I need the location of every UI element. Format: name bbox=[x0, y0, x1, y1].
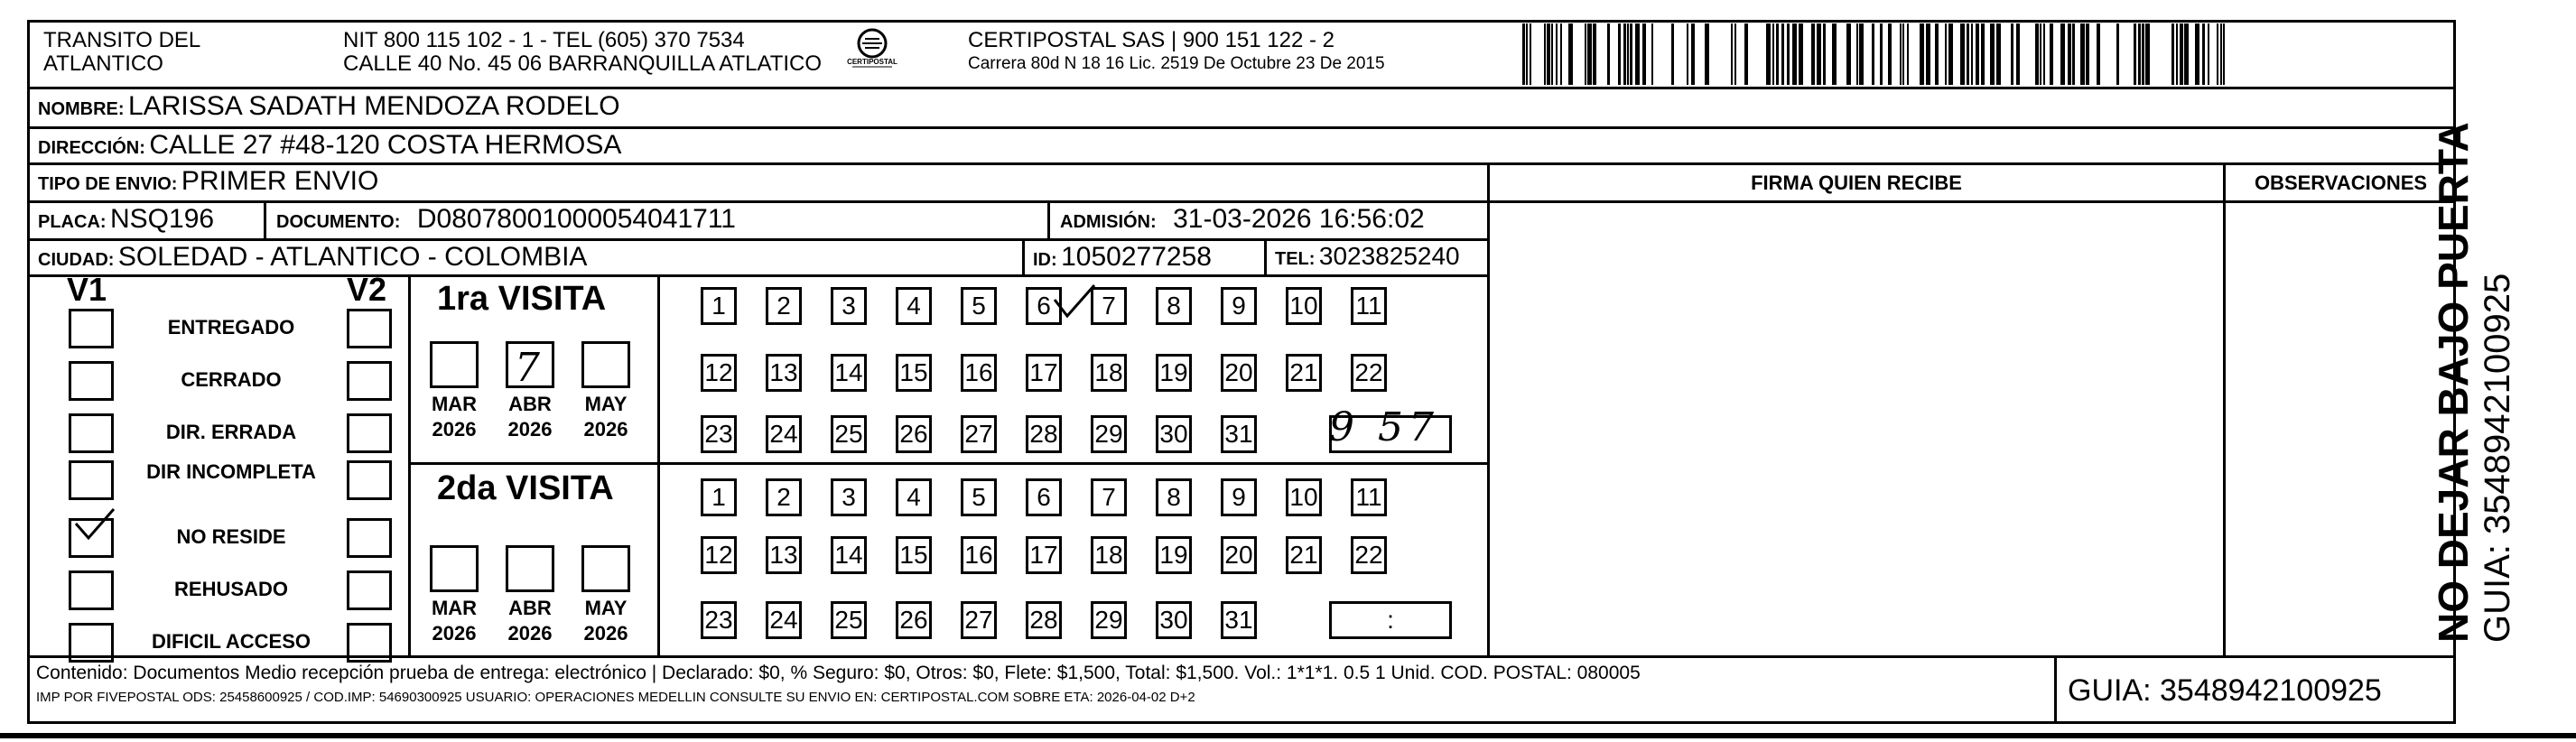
tel-label: TEL: bbox=[1275, 249, 1316, 269]
v1-checkbox[interactable] bbox=[69, 460, 114, 500]
barcode-bar bbox=[1526, 23, 1528, 85]
v2-label: V2 bbox=[347, 271, 387, 308]
day-box-28[interactable]: 28 bbox=[1026, 601, 1062, 639]
side-warning: NO DEJAR BAJO PUERTA bbox=[2430, 122, 2477, 643]
v1-label: V1 bbox=[67, 271, 107, 308]
barcode-bar bbox=[1776, 23, 1779, 85]
day-6-checkmark bbox=[1047, 280, 1102, 325]
day-box-6[interactable]: 6 bbox=[1026, 287, 1062, 325]
barcode-bar bbox=[1902, 23, 1904, 85]
tel-value: 3023825240 bbox=[1318, 242, 1460, 270]
day-box-4[interactable]: 4 bbox=[896, 478, 932, 516]
day-box-2[interactable]: 2 bbox=[766, 478, 802, 516]
barcode-bar bbox=[1971, 23, 1973, 85]
address-label: DIRECCIÓN: bbox=[38, 138, 145, 158]
address-line: CALLE 40 No. 45 06 BARRANQUILLA ATLATICO bbox=[343, 51, 823, 76]
day-box-31[interactable]: 31 bbox=[1221, 601, 1257, 639]
status-label: DIR. ERRADA bbox=[165, 421, 297, 443]
barcode-bar bbox=[1544, 23, 1546, 85]
company-line-2: ATLANTICO bbox=[43, 51, 163, 76]
barcode-bar bbox=[1627, 23, 1629, 85]
company-info bbox=[343, 29, 822, 76]
v2-checkbox[interactable] bbox=[347, 361, 392, 401]
barcode-bar bbox=[2134, 23, 2136, 85]
barcode-bar bbox=[1691, 23, 1695, 85]
footer-guide: GUIA: 3548942100925 bbox=[2068, 673, 2382, 708]
barcode-bar bbox=[2208, 23, 2209, 85]
day-box-16[interactable]: 16 bbox=[961, 354, 997, 392]
status-label: NO RESIDE bbox=[176, 525, 286, 548]
admission-value: 31-03-2026 16:56:02 bbox=[1173, 204, 1425, 234]
barcode-bar bbox=[1530, 23, 1531, 85]
barcode-bar bbox=[2195, 23, 2199, 85]
day-box-21[interactable]: 21 bbox=[1286, 354, 1322, 392]
barcode-bar bbox=[1960, 23, 1965, 85]
year-label: 2026 bbox=[507, 418, 553, 441]
day-box-1[interactable]: 1 bbox=[701, 478, 737, 516]
certipostal-logo: CERTIPOSTAL bbox=[845, 27, 899, 74]
barcode-bar bbox=[2220, 23, 2222, 85]
barcode-bar bbox=[1907, 23, 1909, 85]
day-box-15[interactable]: 15 bbox=[896, 536, 932, 574]
day-box-9[interactable]: 9 bbox=[1221, 287, 1257, 325]
name-row bbox=[38, 91, 620, 122]
content-line: Contenido: Documentos Medio recepción prueba de entrega: electrónico | Declarado: $0, % Seguro: $0, Otros: $0, Flete: $1,500, Total: $1,500. Vol.: 1*1*1. 0.5 1 Unid. COD. POSTAL: 080005 bbox=[36, 663, 1641, 683]
barcode-bar bbox=[1900, 23, 1902, 85]
v2-checkbox[interactable] bbox=[347, 518, 392, 558]
barcode-bar bbox=[1920, 23, 1924, 85]
first-visit-time-handwritten: 9 57 bbox=[1329, 404, 1439, 450]
barcode-bar bbox=[1556, 23, 1558, 85]
name-label: NOMBRE: bbox=[38, 99, 125, 119]
barcode-bar bbox=[1585, 23, 1586, 85]
day-box-14[interactable]: 14 bbox=[831, 536, 867, 574]
barcode-bar bbox=[1642, 23, 1646, 85]
status-label: REHUSADO bbox=[174, 578, 288, 600]
day-box-22[interactable]: 22 bbox=[1351, 536, 1387, 574]
day-box-18[interactable]: 18 bbox=[1091, 536, 1127, 574]
barcode-bar bbox=[2142, 23, 2144, 85]
day-box-23[interactable]: 23 bbox=[701, 415, 737, 453]
day-box-3[interactable]: 3 bbox=[831, 287, 867, 325]
month-year-label bbox=[498, 596, 562, 646]
document-label: DOCUMENTO: bbox=[276, 212, 401, 232]
recipient-name: LARISSA SADATH MENDOZA RODELO bbox=[128, 91, 620, 121]
day-box-29[interactable]: 29 bbox=[1091, 601, 1127, 639]
carrier-info bbox=[968, 29, 1385, 76]
day-box-29[interactable]: 29 bbox=[1091, 415, 1127, 453]
month-year-label bbox=[574, 596, 637, 646]
v2-checkbox[interactable] bbox=[347, 413, 392, 453]
admission-label: ADMISIÓN: bbox=[1060, 212, 1157, 232]
barcode-bar bbox=[1967, 23, 1969, 85]
barcode-bar bbox=[1687, 23, 1688, 85]
day-box-23[interactable]: 23 bbox=[701, 601, 737, 639]
day-box-25[interactable]: 25 bbox=[831, 415, 867, 453]
id-row bbox=[1033, 242, 1212, 273]
day-box-12[interactable]: 12 bbox=[701, 354, 737, 392]
plate-value: NSQ196 bbox=[110, 204, 215, 234]
status-label: DIFICIL ACCESO bbox=[151, 630, 311, 653]
barcode-bar bbox=[2138, 23, 2141, 85]
month-checkbox[interactable] bbox=[430, 341, 479, 388]
month-checkbox[interactable] bbox=[430, 545, 479, 592]
barcode-bar bbox=[1623, 23, 1626, 85]
barcode-bar bbox=[2180, 23, 2183, 85]
day-box-1[interactable]: 1 bbox=[701, 287, 737, 325]
day-box-20[interactable]: 20 bbox=[1221, 536, 1257, 574]
year-label: 2026 bbox=[507, 622, 553, 645]
barcode-bar bbox=[1635, 23, 1640, 85]
v1-checkbox[interactable] bbox=[69, 361, 114, 401]
barcode-bar bbox=[1811, 23, 1815, 85]
barcode-bar bbox=[1781, 23, 1784, 85]
day-box-9[interactable]: 9 bbox=[1221, 478, 1257, 516]
day-box-5[interactable]: 5 bbox=[961, 478, 997, 516]
barcode-bar bbox=[2217, 23, 2218, 85]
barcode-bar bbox=[1587, 23, 1592, 85]
first-visit-month-mark: 7 bbox=[515, 345, 540, 391]
year-label: 2026 bbox=[583, 622, 628, 645]
day-box-7[interactable]: 7 bbox=[1091, 478, 1127, 516]
day-box-26[interactable]: 26 bbox=[896, 415, 932, 453]
status-label: CERRADO bbox=[181, 368, 282, 391]
month-checkbox[interactable] bbox=[581, 341, 630, 388]
v2-checkbox[interactable] bbox=[347, 460, 392, 500]
side-guide: GUIA: 3548942100925 bbox=[2478, 273, 2517, 643]
city-value: SOLEDAD - ATLANTICO - COLOMBIA bbox=[117, 242, 588, 272]
day-box-24[interactable]: 24 bbox=[766, 415, 802, 453]
barcode-bar bbox=[2040, 23, 2041, 85]
city-label: CIUDAD: bbox=[38, 250, 115, 270]
side-text bbox=[2429, 122, 2517, 643]
barcode-bar bbox=[1671, 23, 1674, 85]
barcode-bar bbox=[1560, 23, 1562, 85]
day-box-10[interactable]: 10 bbox=[1286, 478, 1322, 516]
imp-line: IMP POR FIVEPOSTAL ODS: 25458600925 / COD.IMP: 54690300925 USUARIO: OPERACIONES MEDELLIN CONSULTE SU ENVIO EN: CERTIPOSTAL.COM SOBRE ETA: 2026-04-02 D+2 bbox=[36, 690, 1195, 705]
day-box-31[interactable]: 31 bbox=[1221, 415, 1257, 453]
barcode-bar bbox=[2080, 23, 2085, 85]
barcode-bar bbox=[2060, 23, 2065, 85]
day-box-27[interactable]: 27 bbox=[961, 601, 997, 639]
admission-row bbox=[1060, 204, 1425, 235]
barcode-bar bbox=[1607, 23, 1610, 85]
barcode-bar bbox=[1935, 23, 1939, 85]
company-line-1: TRANSITO DEL bbox=[43, 28, 201, 52]
month-year-label bbox=[423, 596, 486, 646]
observations-label: OBSERVACIONES bbox=[2254, 172, 2428, 194]
barcode-bar bbox=[1792, 23, 1797, 85]
nit-line: NIT 800 115 102 - 1 - TEL (605) 370 7534 bbox=[343, 28, 745, 52]
day-box-14[interactable]: 14 bbox=[831, 354, 867, 392]
v2-checkbox[interactable] bbox=[347, 309, 392, 348]
carrier-line: CERTIPOSTAL SAS | 900 151 122 - 2 bbox=[968, 28, 1334, 52]
day-box-11[interactable]: 11 bbox=[1351, 478, 1387, 516]
barcode-bar bbox=[1551, 23, 1553, 85]
first-visit-label: 1ra VISITA bbox=[437, 280, 607, 318]
document-value: D08078001000054041711 bbox=[416, 204, 736, 234]
barcode-bar bbox=[1772, 23, 1774, 85]
day-box-28[interactable]: 28 bbox=[1026, 415, 1062, 453]
day-box-3[interactable]: 3 bbox=[831, 478, 867, 516]
barcode-bar bbox=[2086, 23, 2089, 85]
day-box-8[interactable]: 8 bbox=[1156, 478, 1192, 516]
year-label: 2026 bbox=[432, 418, 477, 441]
barcode bbox=[1522, 23, 2228, 85]
day-box-30[interactable]: 30 bbox=[1156, 601, 1192, 639]
day-box-16[interactable]: 16 bbox=[961, 536, 997, 574]
second-visit-label: 2da VISITA bbox=[437, 469, 614, 507]
day-box-19[interactable]: 19 bbox=[1156, 354, 1192, 392]
barcode-bar bbox=[2171, 23, 2174, 85]
time-box[interactable]: : bbox=[1329, 601, 1452, 639]
barcode-bar bbox=[1522, 23, 1525, 85]
day-box-25[interactable]: 25 bbox=[831, 601, 867, 639]
shipping-label: TIPO DE ENVIO: bbox=[38, 174, 178, 194]
carrier-address: Carrera 80d N 18 16 Lic. 2519 De Octubre 23 De 2015 bbox=[968, 54, 1385, 73]
barcode-bar bbox=[1948, 23, 1953, 85]
barcode-bar bbox=[1859, 23, 1864, 85]
day-box-13[interactable]: 13 bbox=[766, 354, 802, 392]
barcode-bar bbox=[1731, 23, 1733, 85]
year-label: 2026 bbox=[432, 622, 477, 645]
barcode-bar bbox=[2176, 23, 2178, 85]
plate-row bbox=[38, 204, 214, 235]
month-label: ABR bbox=[508, 597, 552, 619]
barcode-bar bbox=[1734, 23, 1736, 85]
barcode-bar bbox=[1976, 23, 1979, 85]
company-name bbox=[43, 29, 200, 76]
barcode-bar bbox=[1744, 23, 1748, 85]
address-row bbox=[38, 130, 621, 161]
barcode-bar bbox=[1823, 23, 1826, 85]
barcode-bar bbox=[2097, 23, 2100, 85]
barcode-bar bbox=[2035, 23, 2039, 85]
day-box-19[interactable]: 19 bbox=[1156, 536, 1192, 574]
status-label: ENTREGADO bbox=[167, 316, 295, 339]
id-label: ID: bbox=[1033, 250, 1057, 270]
barcode-bar bbox=[2145, 23, 2150, 85]
barcode-bar bbox=[1945, 23, 1947, 85]
day-box-17[interactable]: 17 bbox=[1026, 536, 1062, 574]
barcode-bar bbox=[1846, 23, 1851, 85]
barcode-bar bbox=[1856, 23, 1858, 85]
month-label: ABR bbox=[508, 393, 552, 415]
plate-label: PLACA: bbox=[38, 212, 107, 232]
signature-label: FIRMA QUIEN RECIBE bbox=[1751, 172, 1962, 194]
barcode-bar bbox=[1990, 23, 1995, 85]
barcode-bar bbox=[1926, 23, 1930, 85]
month-year-label bbox=[498, 392, 562, 442]
day-box-8[interactable]: 8 bbox=[1156, 287, 1192, 325]
day-box-17[interactable]: 17 bbox=[1026, 354, 1062, 392]
barcode-bar bbox=[1888, 23, 1892, 85]
barcode-bar bbox=[1817, 23, 1821, 85]
barcode-bar bbox=[1547, 23, 1550, 85]
shipping-type: PRIMER ENVIO bbox=[181, 166, 379, 196]
barcode-bar bbox=[2011, 23, 2013, 85]
v1-checkbox[interactable] bbox=[69, 413, 114, 453]
day-box-21[interactable]: 21 bbox=[1286, 536, 1322, 574]
barcode-bar bbox=[2202, 23, 2205, 85]
day-box-12[interactable]: 12 bbox=[701, 536, 737, 574]
barcode-bar bbox=[2072, 23, 2075, 85]
month-checkbox[interactable] bbox=[581, 545, 630, 592]
barcode-bar bbox=[1787, 23, 1790, 85]
day-box-6[interactable]: 6 bbox=[1026, 478, 1062, 516]
status-label: DIR INCOMPLETA bbox=[146, 460, 316, 483]
month-label: MAR bbox=[431, 597, 478, 619]
v2-checkbox[interactable] bbox=[347, 570, 392, 610]
month-checkbox[interactable] bbox=[506, 545, 554, 592]
day-box-4[interactable]: 4 bbox=[896, 287, 932, 325]
month-year-label bbox=[423, 392, 486, 442]
barcode-bar bbox=[2068, 23, 2071, 85]
barcode-bar bbox=[1832, 23, 1837, 85]
day-box-30[interactable]: 30 bbox=[1156, 415, 1192, 453]
barcode-bar bbox=[2050, 23, 2053, 85]
recipient-address: CALLE 27 #48-120 COSTA HERMOSA bbox=[149, 130, 622, 160]
barcode-bar bbox=[1872, 23, 1874, 85]
barcode-bar bbox=[2043, 23, 2045, 85]
barcode-bar bbox=[1766, 23, 1771, 85]
no-reside-checkmark bbox=[70, 502, 125, 547]
barcode-bar bbox=[1705, 23, 1709, 85]
barcode-bar bbox=[1630, 23, 1632, 85]
v1-checkbox[interactable] bbox=[69, 309, 114, 348]
month-label: MAR bbox=[431, 393, 478, 415]
id-value: 1050277258 bbox=[1061, 242, 1212, 272]
tel-row bbox=[1275, 242, 1460, 271]
v1-checkbox[interactable] bbox=[69, 570, 114, 610]
barcode-bar bbox=[1593, 23, 1596, 85]
barcode-bar bbox=[1651, 23, 1653, 85]
barcode-bar bbox=[2016, 23, 2020, 85]
barcode-bar bbox=[1880, 23, 1883, 85]
barcode-bar bbox=[2223, 23, 2225, 85]
city-row bbox=[38, 242, 587, 273]
barcode-bar bbox=[1568, 23, 1573, 85]
barcode-bar bbox=[2184, 23, 2189, 85]
day-box-15[interactable]: 15 bbox=[896, 354, 932, 392]
day-box-26[interactable]: 26 bbox=[896, 601, 932, 639]
day-box-2[interactable]: 2 bbox=[766, 287, 802, 325]
day-box-7[interactable]: 7 bbox=[1091, 287, 1127, 325]
day-box-13[interactable]: 13 bbox=[766, 536, 802, 574]
day-box-10[interactable]: 10 bbox=[1286, 287, 1322, 325]
barcode-bar bbox=[1996, 23, 2001, 85]
month-year-label bbox=[574, 392, 637, 442]
barcode-bar bbox=[2116, 23, 2119, 85]
day-box-20[interactable]: 20 bbox=[1221, 354, 1257, 392]
day-box-5[interactable]: 5 bbox=[961, 287, 997, 325]
document-row bbox=[276, 204, 736, 235]
day-box-22[interactable]: 22 bbox=[1351, 354, 1387, 392]
month-label: MAY bbox=[584, 597, 628, 619]
day-box-18[interactable]: 18 bbox=[1091, 354, 1127, 392]
barcode-bar bbox=[1981, 23, 1985, 85]
day-box-27[interactable]: 27 bbox=[961, 415, 997, 453]
year-label: 2026 bbox=[583, 418, 628, 441]
barcode-bar bbox=[1618, 23, 1621, 85]
shipping-row bbox=[38, 166, 378, 197]
day-box-24[interactable]: 24 bbox=[766, 601, 802, 639]
day-box-11[interactable]: 11 bbox=[1351, 287, 1387, 325]
barcode-bar bbox=[1799, 23, 1803, 85]
month-label: MAY bbox=[584, 393, 628, 415]
